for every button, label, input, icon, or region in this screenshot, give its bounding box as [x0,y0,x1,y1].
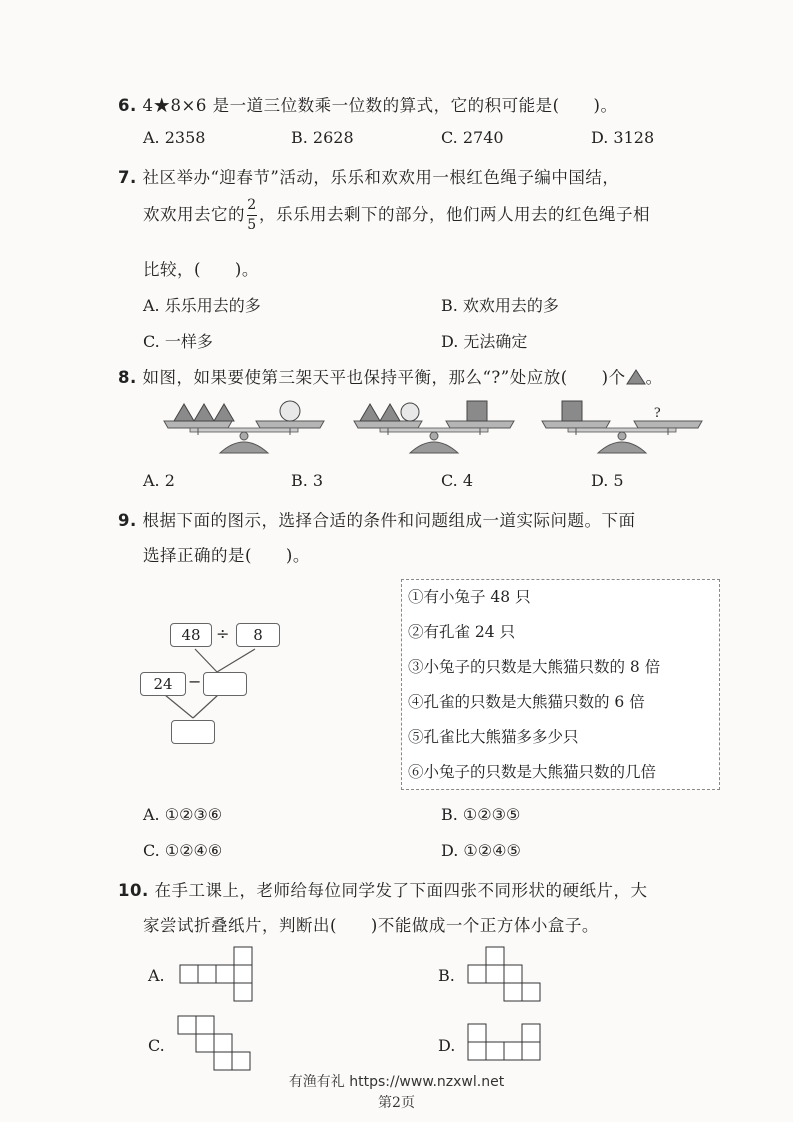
question-8 [118,364,663,388]
triangle-icon [380,404,400,421]
box-minuend: 24 [140,672,186,696]
question-text: 。 [645,368,663,387]
q7-option-a[interactable]: A. 乐乐用去的多 [143,296,261,315]
q7-option-b[interactable]: B. 欢欢用去的多 [441,296,559,315]
watermark: 有渔有礼 https://www.nzxwl.net [288,1074,505,1090]
question-10-line-1 [118,877,647,901]
q8-option-a[interactable]: A. 2 [143,471,175,490]
question-9-line-1 [118,507,636,531]
q7-option-c[interactable]: C. 一样多 [143,332,213,351]
circle-icon [280,401,300,421]
condition-3: ③小兔子的只数是大熊猫只数的 8 倍 [408,658,661,676]
q7-option-d[interactable]: D. 无法确定 [441,332,528,351]
question-10-line-2: 家尝试折叠纸片，判断出( )不能做成一个正方体小盒子。 [143,916,599,935]
condition-5: ⑤孔雀比大熊猫多多少只 [408,728,579,746]
q8-option-d[interactable]: D. 5 [591,471,624,490]
q10-option-b[interactable]: B. [438,966,455,985]
balance-1 [164,401,324,453]
q6-option-b[interactable]: B. 2628 [291,128,354,147]
fraction-denominator: 5 [247,217,257,233]
triangle-icon [360,404,380,421]
triangle-icon [626,369,646,385]
triangle-icon [174,404,194,421]
box-divisor: 8 [236,623,280,647]
q9-option-c[interactable]: C. ①②④⑥ [143,841,223,860]
square-icon [562,401,582,421]
minus-operator: − [188,672,202,691]
q9-option-d[interactable]: D. ①②④⑤ [441,841,521,860]
question-mark: ? [654,405,661,421]
conditions-box [401,579,720,790]
q10-option-c[interactable]: C. [148,1036,165,1055]
condition-2: ②有孔雀 24 只 [408,623,516,641]
q6-option-c[interactable]: C. 2740 [441,128,504,147]
fraction-numerator: 2 [247,197,257,213]
balance-figures [160,395,730,457]
circle-icon [401,403,419,421]
question-number: 8. [118,368,137,387]
question-number: 10. [118,881,149,900]
question-number: 9. [118,511,137,530]
question-number: 7. [118,168,137,187]
square-icon [467,401,487,421]
question-text: 根据下面的图示，选择合适的条件和问题组成一道实际问题。下面 [142,511,636,530]
condition-1: ①有小兔子 48 只 [408,588,531,606]
balance-2 [354,401,514,453]
box-dividend: 48 [170,623,212,647]
cube-net-c [176,1014,256,1074]
fraction [247,198,257,233]
q6-option-a[interactable]: A. 2358 [143,128,206,147]
condition-6: ⑥小兔子的只数是大熊猫只数的几倍 [408,763,657,781]
box-result-blank [171,720,215,744]
q9-option-b[interactable]: B. ①②③⑤ [441,805,521,824]
question-9-line-2: 选择正确的是( )。 [143,546,310,565]
balance-3 [542,401,702,453]
box-quotient-blank [203,672,247,696]
divide-operator: ÷ [216,624,230,643]
q10-option-d[interactable]: D. [438,1036,456,1055]
question-number: 6. [118,96,137,115]
question-text: 4★8×6 是一道三位数乘一位数的算式，它的积可能是( )。 [142,96,618,115]
cube-net-d [466,1020,548,1064]
triangle-icon [194,404,214,421]
cube-net-b [466,945,546,1005]
question-text: 欢欢用去它的 [143,205,245,224]
question-text: 如图，如果要使第三架天平也保持平衡，那么“?”处应放( )个 [142,368,626,387]
q9-option-a[interactable]: A. ①②③⑥ [143,805,223,824]
question-7-line-1 [118,164,619,188]
question-text: 在手工课上，老师给每位同学发了下面四张不同形状的硬纸片，大 [154,881,648,900]
q8-option-b[interactable]: B. 3 [291,471,324,490]
question-text: 社区举办“迎春节”活动，乐乐和欢欢用一根红色绳子编中国结， [142,168,620,187]
q10-option-a[interactable]: A. [148,966,165,985]
page-number: 第2页 [378,1095,415,1111]
question-7-line-2 [143,198,650,233]
q6-option-d[interactable]: D. 3128 [591,128,655,147]
condition-4: ④孔雀的只数是大熊猫只数的 6 倍 [408,693,645,711]
question-7-line-3: 比较，( )。 [143,260,259,279]
cube-net-a [178,945,258,1005]
triangle-icon [214,404,234,421]
q8-option-c[interactable]: C. 4 [441,471,474,490]
question-6 [118,92,617,116]
question-text: ，乐乐用去剩下的部分，他们两人用去的红色绳子相 [259,205,650,224]
